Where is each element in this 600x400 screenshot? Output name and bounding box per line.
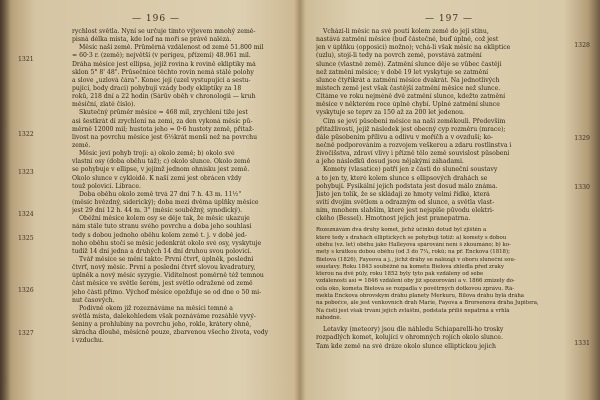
text-line: Doba oběhu okolo země trvá 27 dní 7 h. 43 m. 11½": [79, 190, 242, 198]
text-line: (uzlu), stojí-li tedy na povrch země, povstává zatmění: [316, 52, 482, 60]
text-line: nám stále tuto stranu svého povrchu a doba jeho souhlasí: [72, 223, 252, 231]
margin-number: 1323: [18, 169, 34, 176]
text-line: místech země jest však častější zatmění měsíce než slunce.: [316, 84, 501, 92]
text-line: Tam kde země na své dráze okolo slunce elliptickou jejich: [316, 342, 496, 350]
footnote-block: [316, 227, 546, 322]
text-line: vlastní osy (doba oběhu táž); c) okolo slunce. Okolo země: [72, 158, 251, 166]
text-line: šeniny a prohlubiny na povrchu jeho, rokle, krátery ohně,: [72, 321, 252, 329]
text-line: svítí dvojím světlem a odrazným od slunce, a světla vlast-: [316, 198, 495, 206]
text-line: Měsíc naší země. Průměrná vzdálenost od země 51.800 mil: [79, 44, 264, 52]
text-line: tedy s dobou jednoho oběhu kolem země t. j. v době jed-: [72, 231, 247, 239]
text-line: světlá místa, dalekohledem však poznáváme rozsáhlé vyvý-: [72, 312, 256, 320]
text-line: a slove „uzlová čára“. Konec její (uzel vystupující a sestu-: [72, 76, 251, 84]
text-line: skrácha dlouhé, měsícně pouze, zbarvenou všecho života, vody: [72, 329, 269, 337]
text-line: Letavky (meteory) jsou dle náhledu Schiaparelli-ho trosky: [323, 326, 504, 334]
right-page-number: — 197 —: [425, 14, 473, 24]
text-line: část měsíce ve světle šerém, jest světlo odražené od země: [72, 280, 253, 288]
footnote-line: soustavy. Roku 1843 souběžně na kometu Bielova zhlédla před zraky: [316, 263, 504, 270]
text-line: vyskytuje se teprv za 150 až za 200 let jedenou.: [316, 109, 465, 117]
text-line: dále působením přílivu a odlivu v moříčh a v ovzduší; ko-: [316, 133, 493, 141]
text-line: měsíce v některém roce úplně chybí. Úplné zatmění slunce: [316, 101, 500, 109]
margin-number: 1331: [574, 340, 590, 347]
text-line: = 60·3 r. (země); největší (v perigeu, přízemí) 48.961 mil.: [72, 52, 251, 60]
text-line: a to jen ty, které kolem slunce s ellipsových drahách se: [316, 174, 488, 182]
text-line: Podivně okem již rozeznáváme na měsíci temné a: [79, 304, 233, 312]
text-line: touž polovicí. Librace.: [72, 182, 141, 190]
left-page-number: — 196 —: [132, 14, 180, 24]
right-page-text: [316, 28, 546, 400]
margin-number: 1327: [18, 330, 34, 337]
text-line: Jisto jen tolik, že se skládají ze hmoty velmi řídké, která: [316, 190, 490, 198]
text-line: Skutečný průměr měsíce = 468 mil, zrychlení tíže jest: [79, 109, 248, 117]
footnote-line: mekta Enckova obrovským dráhu planety Merkuru, Bilova dráhu bylá dráha: [316, 293, 525, 300]
margin-number: 1322: [18, 131, 34, 138]
text-line: nastává zatmění měsíce (buď částečné, buď úplné, což jest: [316, 36, 499, 44]
footnote-line: Na čísti jest však trvání jejich zvláštní, podstata příliš nepatrná a vrhlá: [316, 307, 510, 314]
text-line: přitažlivostí, jejíž následek jest obecný cyp rozměru (mrace);: [316, 125, 506, 133]
margin-number: 1321: [18, 56, 34, 63]
text-line: pohybují. Fysikální jejich podstata jest dosud málo známa.: [316, 182, 498, 190]
text-line: nečně podporováním a rozvojem veškerou a zdaru rostlinstva i: [316, 141, 512, 149]
text-line: se pohybuje v ellipse, v jejímž jednom ohnisku jest země.: [72, 166, 250, 174]
text-line: pující, body draci) pohybují vzády body ekliptiky za 18: [72, 84, 242, 92]
text-line: slunce (vlastně země). Zatmění slunce děje se vůbec častěji: [316, 60, 502, 68]
text-line: měrně 12000 mil; hustota jeho = 0·6 hustoty země, přitaž-: [72, 125, 255, 133]
margin-number: 1325: [18, 235, 34, 242]
text-line: měsíční, zlaté číslo).: [72, 101, 136, 109]
left-edge-shadow: [0, 0, 10, 400]
text-line: rychlost světla. Nyní se určuje tímto výjevem mnohý země-: [72, 28, 256, 35]
footnote-line: Bielova (1826), Fayeova a j., jichž dráhy se nalézají v oboru sluneční sou-: [316, 256, 516, 263]
footnote-line: Rozeznávám dva druhy komet, jichž účinků dotud byl zjištěn a: [316, 227, 487, 234]
text-line: pisná délka místa, kde loď na moři se právě nalézá.: [72, 36, 232, 44]
text-line: ním, mnohem slabším, které jest nejspíše původu elektri-: [316, 207, 495, 215]
text-line: livost na povrchu měsíce jest 6½krát menší než na povrchu: [72, 133, 258, 141]
footnote-line: mety s krátkou dobou oběhu (od 3 do 7¼, roků; na př. Enckova (1818);: [316, 249, 510, 256]
footnote-line: které tedy s drahách elliptických se pohybují totiž: a) komety s dobou: [316, 234, 507, 241]
text-line: živočišstva, zdraví vlivy i přízně tělo země souvislost působení: [316, 150, 510, 158]
text-line: Tvář měsíce se mění takto: První čtvrť, úplněk, poslední: [79, 255, 254, 263]
margin-number: 1326: [18, 287, 34, 294]
footnote-line: oběhu (vz. let) oběhu jako Halleyova spárování není š zkoumáno; b) ko-: [316, 241, 511, 248]
text-line: jeho části přímo. Výchoď měsíce opožďuje se od dne o 50 mi-: [72, 288, 262, 296]
margin-number: 1329: [574, 135, 590, 142]
text-line: Čím se jeví působení měsíce na naši zeměkouli. Především: [323, 117, 506, 125]
footnote-line: náhodně.: [316, 314, 342, 321]
text-line: tudíž 14 dní jedna a druhých 14 dní druhou svou polovicí.: [72, 247, 252, 255]
left-page: [14, 0, 298, 400]
margin-number: 1330: [574, 184, 590, 191]
text-line: úplněk a nový měsíc syzygie. Viditelnost poměrně též temnou: [72, 272, 264, 280]
footnote-line: cela oko, kometa Bielova se rozpadla v povětrných dotkovou zprávu. Rá-: [316, 285, 515, 292]
text-line: Okolo slunce v cykloidě. K naší zemi jest obrácen vždy: [72, 174, 242, 182]
text-line: asi šestkrát dí zrychlení na zemi, za den vykoná měsíc pů-: [72, 117, 253, 125]
text-line: země.: [72, 141, 91, 149]
text-line: rozpadlých komet, kolující v ohromných rojích okolo slunce.: [316, 334, 503, 342]
text-line: (měsíc hvězdný, siderický); doba mezi dvěma úplňky měsíce: [72, 198, 259, 206]
text-line: a jeho následků dosud jsou nějakými záhadami.: [316, 158, 464, 166]
text-line: ckého (Bessel). Hmotnost jejich jest pranepatrna.: [316, 215, 471, 223]
footnote-line: vzdáleností asi = 1846 vzdáleni oby již spozorováni a v. 1866 zmizely do-: [316, 278, 515, 285]
text-line: sklon 5° 8' 48". Průsečníce těchto rovin nemá stálé polohy: [72, 68, 254, 76]
right-page: [304, 0, 594, 400]
text-line: než zatmění měsíce; v době 19 let vyskytuje se zatmění: [316, 68, 489, 76]
left-page-text: [72, 28, 288, 400]
text-line: i vzduchu.: [72, 337, 104, 345]
text-line: Vchází-li měsíc na své pouti kolem země do její stínu,: [323, 28, 489, 35]
footnote-line: kterou na dvě půly, roku 1852 byly tyto pak vzdáleny od sebe: [316, 271, 484, 278]
text-line: Čítáme ve roku nejméně dvě zatmění slunce, kdežto zatmění: [316, 93, 506, 101]
text-line: noho oběhu stočí se měsíc jedenkrát okolo své osy, vyskytuje: [72, 239, 262, 247]
text-line: Komety (vlasatice) patří jen z části do sluneční soustavy: [323, 166, 498, 174]
text-line: jen v úplňku (opposici) možno); vchá-li však měsíc na ekliptice: [316, 44, 511, 52]
footnote-line: na pobočce, ale jest venkovních drah Marie, Fayova a Brorsenova dráha Jupitera,: [316, 300, 539, 307]
text-line: nut časových.: [72, 296, 115, 304]
margin-number: 1328: [574, 42, 590, 49]
text-line: slunce čtyřikrát a zatmění měsíce dvakrát. Na jednotlivých: [316, 76, 500, 84]
text-line: roků, 218 dní a 22 hodin (Sárův oběh v chronologii — kruh: [72, 93, 256, 101]
text-line: Oběžní měsíce kolem osy se děje tak, že měsíc ukazuje: [79, 215, 250, 223]
text-line: Dráha měsíce jest ellipsa, jejíž rovina k rovině ekliptiky má: [72, 60, 256, 68]
text-line: jest 29 dní 12 h. 44 m. 3" (měsíc souběžný, synodický).: [72, 207, 243, 215]
margin-number: 1324: [18, 211, 34, 218]
text-line: čtvrť, nový měsíc. První a poslední čtvrť slovou kvadratury,: [72, 264, 256, 272]
text-line: Měsíc jeví pohyb trojí: a) okolo země; b) okolo své: [79, 150, 235, 158]
